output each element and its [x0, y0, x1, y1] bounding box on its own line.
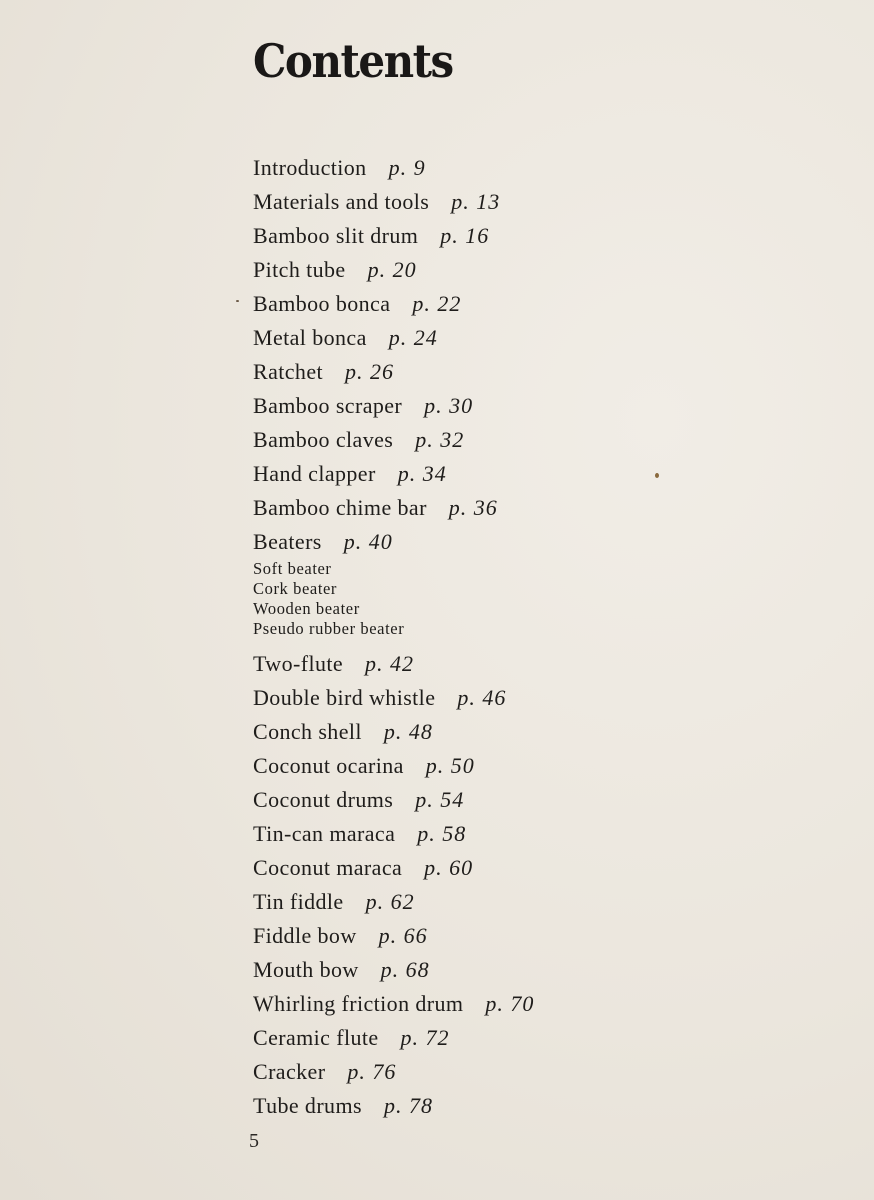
toc-entry-page-ref — [426, 753, 475, 778]
toc-entry-page-ref — [345, 359, 394, 384]
toc-entry — [253, 457, 853, 491]
toc-entry-title: Cracker — [253, 1059, 326, 1084]
toc-entry-page-ref — [417, 821, 466, 846]
toc-entry-page-number: 20 — [392, 257, 417, 282]
toc-entry-page-ref — [347, 1059, 396, 1084]
page-prefix: p. — [424, 855, 443, 880]
toc-entry-title: Bamboo chime bar — [253, 495, 427, 520]
toc-entry-page-number: 50 — [450, 753, 475, 778]
toc-entry-page-ref — [389, 325, 438, 350]
toc-entry-page-number: 78 — [408, 1093, 433, 1118]
page-prefix: p. — [440, 223, 459, 248]
toc-entry-page-number: 54 — [440, 787, 465, 812]
toc-entry-title: Coconut drums — [253, 787, 394, 812]
toc-entry-title: Metal bonca — [253, 325, 367, 350]
toc-entry-page-ref — [384, 1093, 433, 1118]
page-prefix: p. — [380, 957, 400, 982]
toc-entry — [253, 715, 853, 749]
page-prefix: p. — [412, 291, 431, 316]
toc-entry — [253, 817, 853, 851]
toc-entry-page-number: 66 — [403, 923, 428, 948]
toc-entry — [253, 987, 853, 1021]
toc-entry-page-ref — [412, 291, 461, 316]
toc-entry-title: Materials and tools — [253, 189, 430, 214]
toc-entry-page-number: 48 — [408, 719, 433, 744]
toc-entry-page-number: 9 — [413, 155, 426, 180]
page-prefix: p. — [367, 257, 387, 282]
toc-entry — [253, 1021, 853, 1055]
toc-entry-page-number: 58 — [442, 821, 467, 846]
toc-entry — [253, 749, 853, 783]
page-prefix: p. — [383, 719, 403, 744]
toc-entry-title: Coconut maraca — [253, 855, 403, 880]
toc-entry-title: Double bird whistle — [253, 685, 436, 710]
toc-entry-title: Introduction — [253, 155, 367, 180]
toc-entry-page-ref — [389, 155, 426, 180]
toc-entry-title: Fiddle bow — [253, 923, 357, 948]
toc-entry-page-number: 13 — [476, 189, 501, 214]
toc-entry-page-number: 30 — [449, 393, 474, 418]
toc-subentry: Soft beater — [253, 559, 332, 578]
toc-entry-page-number: 46 — [482, 685, 507, 710]
toc-entry — [253, 919, 853, 953]
page-number: 5 — [249, 1130, 259, 1152]
toc-entry-page-ref — [485, 991, 534, 1016]
toc-entry — [253, 389, 853, 423]
toc-entry-title: Tube drums — [253, 1093, 362, 1118]
toc-entry-page-number: 70 — [510, 991, 535, 1016]
toc-entry — [253, 355, 853, 389]
toc-entry — [253, 219, 853, 253]
page-prefix: p. — [365, 889, 385, 914]
toc-entry-title: Coconut ocarina — [253, 753, 404, 778]
toc-entry-title: Pitch tube — [253, 257, 346, 282]
toc-entry-page-ref — [401, 1025, 450, 1050]
page-prefix: p. — [388, 325, 408, 350]
toc-entry — [253, 491, 853, 525]
toc-entry-page-number: 68 — [405, 957, 430, 982]
table-of-contents — [253, 151, 853, 1123]
page-prefix: p. — [343, 529, 363, 554]
page-prefix: p. — [424, 393, 443, 418]
page-prefix: p. — [400, 1025, 420, 1050]
toc-entry-page-ref — [451, 189, 500, 214]
toc-entry-page-number: 26 — [370, 359, 394, 384]
toc-entry-page-number: 24 — [413, 325, 438, 350]
toc-entry-page-ref — [344, 529, 393, 554]
toc-entry-title: Bamboo slit drum — [253, 223, 419, 248]
page-prefix: p. — [378, 923, 398, 948]
toc-entry — [253, 253, 853, 287]
toc-entry-title: Two-flute — [253, 651, 344, 676]
toc-entry — [253, 681, 853, 715]
toc-entry-title: Beaters — [253, 529, 322, 554]
toc-entry — [253, 1055, 853, 1089]
toc-subentry: Cork beater — [253, 579, 338, 598]
toc-entry — [253, 885, 853, 919]
toc-entry — [253, 287, 853, 321]
toc-entry-page-ref — [398, 461, 447, 486]
toc-entry-page-number: 42 — [390, 651, 415, 676]
toc-entry — [253, 851, 853, 885]
toc-subentry-list — [253, 559, 853, 639]
toc-entry-page-number: 72 — [425, 1025, 450, 1050]
toc-entry — [253, 525, 853, 559]
toc-entry-page-number: 62 — [390, 889, 415, 914]
page-prefix: p. — [417, 821, 436, 846]
page-title: Contents — [253, 34, 453, 88]
page-prefix: p. — [448, 495, 468, 520]
toc-entry-page-number: 32 — [440, 427, 465, 452]
toc-entry-title: Whirling friction drum — [253, 991, 464, 1016]
toc-entry-page-number: 22 — [437, 291, 462, 316]
page-prefix: p. — [365, 651, 384, 676]
toc-entry-title: Tin fiddle — [253, 889, 344, 914]
toc-entry — [253, 151, 853, 185]
paper-speck — [236, 300, 239, 302]
toc-subentry: Pseudo rubber beater — [253, 619, 405, 638]
toc-entry-title: Ratchet — [253, 359, 323, 384]
page-prefix: p. — [415, 787, 434, 812]
page-prefix: p. — [415, 427, 434, 452]
toc-entry-page-ref — [381, 957, 430, 982]
toc-entry-page-ref — [365, 651, 414, 676]
toc-entry-page-ref — [384, 719, 433, 744]
page-prefix: p. — [397, 461, 417, 486]
page-prefix: p. — [383, 1093, 403, 1118]
paper-speck — [655, 473, 659, 478]
toc-entry — [253, 783, 853, 817]
page-prefix: p. — [345, 359, 364, 384]
toc-entry-page-ref — [449, 495, 498, 520]
toc-entry-title: Hand clapper — [253, 461, 376, 486]
toc-entry-title: Ceramic flute — [253, 1025, 379, 1050]
toc-entry-title: Conch shell — [253, 719, 362, 744]
page-prefix: p. — [347, 1059, 366, 1084]
toc-entry-title: Tin-can maraca — [253, 821, 396, 846]
toc-entry-page-number: 60 — [449, 855, 474, 880]
toc-entry-page-ref — [457, 685, 506, 710]
page-prefix: p. — [457, 685, 476, 710]
toc-entry-page-ref — [424, 393, 473, 418]
toc-entry-page-ref — [424, 855, 473, 880]
toc-entry-page-ref — [379, 923, 428, 948]
toc-entry-page-ref — [366, 889, 415, 914]
toc-entry-page-ref — [415, 427, 464, 452]
toc-entry — [253, 185, 853, 219]
toc-entry-page-number: 36 — [473, 495, 498, 520]
page-prefix: p. — [425, 753, 445, 778]
toc-entry-page-ref — [415, 787, 464, 812]
toc-subentry: Wooden beater — [253, 599, 360, 618]
toc-entry-page-number: 76 — [372, 1059, 397, 1084]
toc-entry-page-ref — [440, 223, 489, 248]
toc-entry-page-number: 40 — [368, 529, 393, 554]
toc-entry-title: Bamboo scraper — [253, 393, 403, 418]
page-prefix: p. — [388, 155, 408, 180]
toc-entry — [253, 953, 853, 987]
toc-entry-title: Mouth bow — [253, 957, 359, 982]
page-prefix: p. — [485, 991, 504, 1016]
toc-entry — [253, 647, 853, 681]
toc-entry-title: Bamboo claves — [253, 427, 394, 452]
page-prefix: p. — [451, 189, 470, 214]
toc-entry-page-number: 16 — [465, 223, 490, 248]
toc-entry-title: Bamboo bonca — [253, 291, 391, 316]
toc-entry-page-ref — [368, 257, 417, 282]
toc-entry-page-number: 34 — [422, 461, 447, 486]
toc-entry — [253, 423, 853, 457]
toc-entry — [253, 1089, 853, 1123]
toc-entry — [253, 321, 853, 355]
